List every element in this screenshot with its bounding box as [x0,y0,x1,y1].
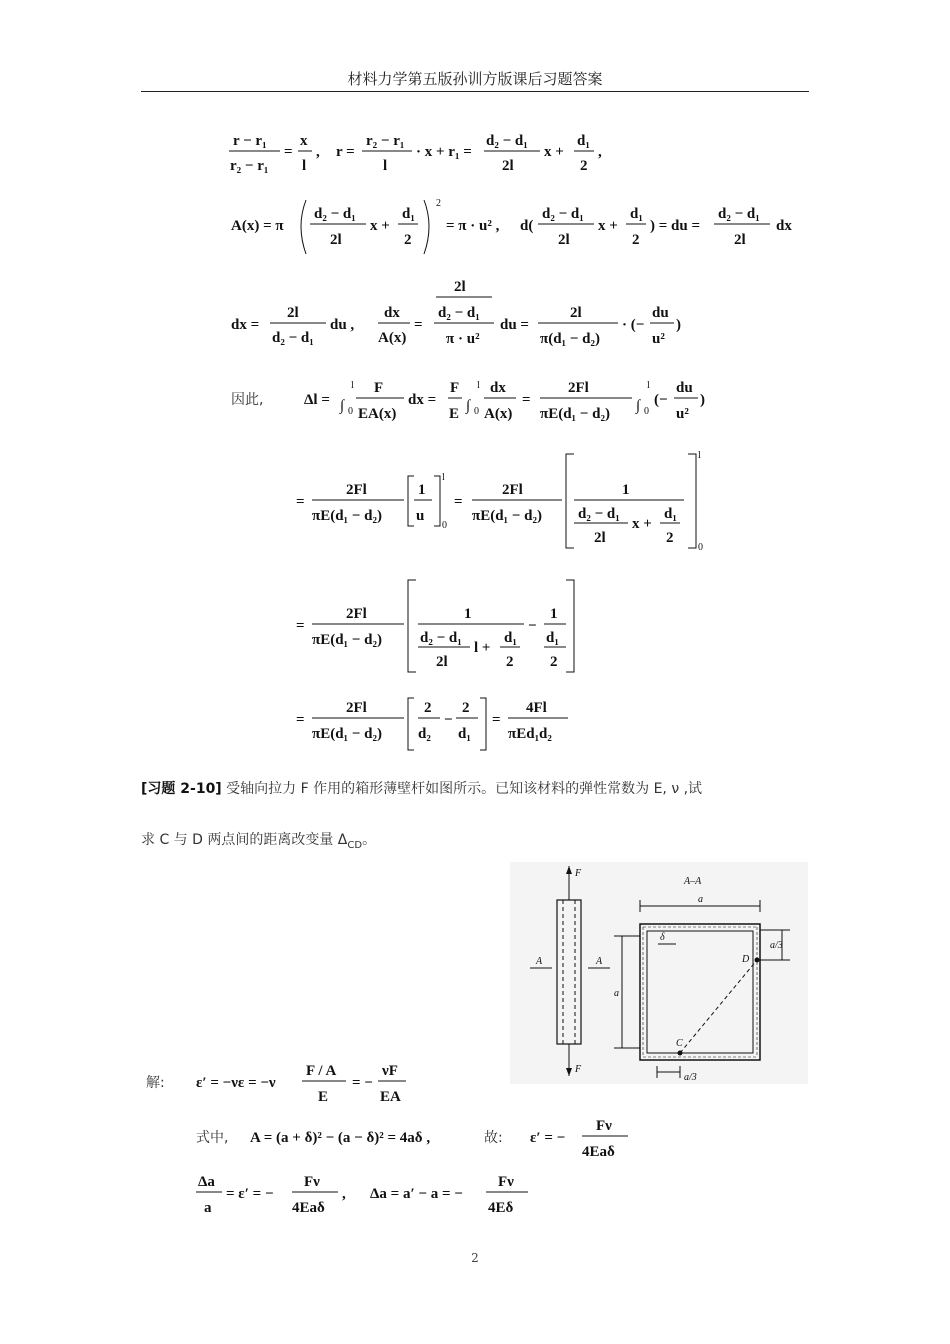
svg-text:=: = [296,494,305,510]
svg-text:=: = [414,317,423,333]
point-d [755,958,760,963]
svg-text:2: 2 [436,198,441,209]
svg-text:F / A: F / A [306,1063,337,1079]
problem-tag: [习题 2-10] [141,781,222,797]
force-label-top: F [575,868,582,879]
svg-text:πE(d₁ − d₂): πE(d₁ − d₂) [312,726,382,742]
svg-text:∫: ∫ [636,398,641,414]
svg-text:dx: dx [776,218,792,234]
svg-text:=: = [454,494,463,510]
svg-text:E: E [449,406,460,422]
thickness-label: δ [660,932,665,943]
svg-text:2Fl: 2Fl [346,606,367,622]
svg-text:l: l [442,472,445,483]
svg-text:d₁: d₁ [458,726,471,742]
svg-text:2Fl: 2Fl [502,482,523,498]
equation-row-1 [229,133,602,174]
svg-text:1: 1 [418,482,426,498]
svg-text:Δa = a′ − a = −: Δa = a′ − a = − [370,1186,463,1202]
problem-text-end: 。 [362,832,377,848]
label-d: D [742,954,750,965]
svg-text:· x + r₁ =: · x + r₁ = [416,144,472,160]
svg-text:=: = [296,712,305,728]
svg-text:4Eaδ: 4Eaδ [292,1200,325,1216]
problem-figure [510,862,808,1084]
problem-text-1: 受轴向拉力 F 作用的箱形薄壁杆如图所示。已知该材料的弹性常数为 E, ν ,试 [226,781,703,797]
svg-text:πE(d₁ − d₂): πE(d₁ − d₂) [312,632,382,648]
svg-text:πEd₁d₂: πEd₁d₂ [508,726,552,742]
svg-text:d₂ − d₁: d₂ − d₁ [272,330,314,346]
svg-text:= ε′ = −: = ε′ = − [226,1186,274,1202]
svg-text:d₂ − d₁: d₂ − d₁ [486,133,528,149]
svg-text:1: 1 [550,606,558,622]
svg-text:π(d₁ − d₂): π(d₁ − d₂) [540,331,600,347]
svg-text:Fν: Fν [304,1174,320,1190]
svg-text:x +: x + [544,144,564,160]
width-label: a [698,894,703,905]
svg-text:A = (a + δ)² − (a − δ)² = 4aδ: A = (a + δ)² − (a − δ)² = 4aδ , [250,1130,431,1146]
svg-text:1: 1 [464,606,472,622]
equation-row-6 [296,580,574,672]
svg-text:2: 2 [666,530,674,546]
svg-text:= π · u² ,: = π · u² , [446,218,500,234]
svg-text:F: F [450,380,460,396]
offset-label-right: a/3 [770,940,783,951]
svg-text:A(x): A(x) [378,330,407,346]
problem-subscript: CD [347,839,363,851]
svg-text:Fν: Fν [498,1174,514,1190]
equation-row-4 [231,380,705,422]
svg-text:) = du =: ) = du = [650,218,701,234]
svg-text:2l: 2l [454,279,466,295]
section-mark-right: A [596,956,603,967]
svg-text:2: 2 [404,232,412,248]
svg-text:d₂ − d₁: d₂ − d₁ [542,206,584,222]
svg-text:a: a [204,1200,212,1216]
svg-text:,: , [342,1186,346,1202]
page-header: 材料力学第五版孙训方版课后习题答案 [347,70,603,88]
svg-text:r − r₁: r − r₁ [233,133,267,149]
svg-text:x +: x + [598,218,618,234]
svg-text:): ) [700,392,705,408]
svg-text:A(x) = π: A(x) = π [231,218,284,234]
svg-text:2l: 2l [436,654,448,670]
svg-text:EA: EA [380,1089,401,1105]
svg-text:EA(x): EA(x) [358,406,397,422]
section-title: A–A [684,876,702,887]
label-c: C [676,1038,683,1049]
force-label-bottom: F [575,1064,582,1075]
svg-text:= −: = − [352,1075,373,1091]
svg-text:1: 1 [622,482,630,498]
svg-text:x +: x + [632,516,652,532]
svg-text:d₁: d₁ [402,206,415,222]
svg-text:d₁: d₁ [546,630,559,646]
equation-row-3 [231,279,681,347]
solution-label: 解: [146,1075,165,1091]
svg-text:νF: νF [382,1063,398,1079]
svg-text:0: 0 [698,542,703,553]
solution-eq-3 [196,1174,528,1216]
equation-row-5 [296,450,703,553]
svg-text:E: E [318,1089,329,1105]
svg-text:−: − [444,712,453,728]
svg-text:4Eδ: 4Eδ [488,1200,514,1216]
svg-text:=: = [284,144,293,160]
svg-text:d₂ − d₁: d₂ − d₁ [420,630,462,646]
svg-text:2: 2 [506,654,514,670]
svg-text:u²: u² [676,406,689,422]
svg-text:d₂ − d₁: d₂ − d₁ [438,305,480,321]
therefore-label: 因此, [231,392,264,408]
hence-label: 故: [484,1130,503,1146]
solution-eq-2 [196,1118,628,1160]
svg-text:∫: ∫ [340,398,345,414]
svg-text:πE(d₁ − d₂): πE(d₁ − d₂) [312,508,382,524]
svg-text:dx =: dx = [408,392,437,408]
svg-text:): ) [676,317,681,333]
svg-text:(−: (− [654,392,668,408]
svg-text:l: l [351,380,354,391]
svg-text:2: 2 [632,232,640,248]
svg-text:l +: l + [474,640,491,656]
figure-background [510,862,808,1084]
problem-text-2: 求 C 与 D 两点间的距离改变量 Δ [141,832,348,848]
page-number: 2 [471,1251,479,1265]
problem-statement-line1 [141,778,811,798]
svg-text:l: l [477,380,480,391]
svg-text:Δl =: Δl = [304,392,330,408]
svg-text:F: F [374,380,384,396]
svg-text:du: du [652,305,669,321]
svg-text:2l: 2l [330,232,342,248]
svg-text:=: = [492,712,501,728]
svg-text:2l: 2l [734,232,746,248]
svg-text:2l: 2l [502,158,514,174]
svg-text:2l: 2l [558,232,570,248]
svg-text:ε′ = −: ε′ = − [530,1130,566,1146]
svg-text:,: , [316,144,320,160]
svg-text:2: 2 [424,700,432,716]
svg-text:ε′ = −νε = −ν: ε′ = −νε = −ν [196,1075,276,1091]
svg-text:r₂ − r₁: r₂ − r₁ [230,158,269,174]
offset-label-bottom: a/3 [684,1072,697,1083]
svg-text:∫: ∫ [466,398,471,414]
equation-row-7 [296,698,568,750]
svg-text:l: l [647,380,650,391]
svg-text:πE(d₁ − d₂): πE(d₁ − d₂) [540,406,610,422]
svg-text:Fν: Fν [596,1118,612,1134]
svg-text:4Eaδ: 4Eaδ [582,1144,615,1160]
svg-text:π · u²: π · u² [446,331,480,347]
point-c [678,1051,683,1056]
svg-text:=: = [522,392,531,408]
svg-text:Δa: Δa [198,1174,215,1190]
svg-text:du ,: du , [330,317,355,333]
svg-text:du: du [676,380,693,396]
svg-text:−: − [528,618,537,634]
svg-text:0: 0 [348,406,353,417]
svg-text:2l: 2l [570,305,582,321]
svg-text:A(x): A(x) [484,406,513,422]
svg-text:πE(d₁ − d₂): πE(d₁ − d₂) [472,508,542,524]
svg-text:d(: d( [520,218,534,234]
svg-text:x +: x + [370,218,390,234]
svg-text:0: 0 [442,520,447,531]
equation-row-2 [231,198,792,254]
svg-text:d₁: d₁ [577,133,590,149]
svg-text:2l: 2l [594,530,606,546]
svg-text:u: u [416,508,425,524]
svg-text:2Fl: 2Fl [568,380,589,396]
svg-text:dx: dx [490,380,506,396]
svg-text:2Fl: 2Fl [346,482,367,498]
svg-text:d₁: d₁ [630,206,643,222]
svg-text:2Fl: 2Fl [346,700,367,716]
svg-text:2l: 2l [287,305,299,321]
svg-text:l: l [383,158,388,174]
section-mark-left: A [536,956,543,967]
svg-text:2: 2 [462,700,470,716]
svg-text:u²: u² [652,331,665,347]
svg-text:4Fl: 4Fl [526,700,547,716]
svg-text:d₁: d₁ [504,630,517,646]
svg-text:d₂ − d₁: d₂ − d₁ [578,506,620,522]
svg-text:d₁: d₁ [664,506,677,522]
svg-text:l: l [698,450,701,461]
svg-text:d₂ − d₁: d₂ − d₁ [314,206,356,222]
svg-text:dx =: dx = [231,317,260,333]
svg-text:x: x [300,133,308,149]
svg-text:d₂ − d₁: d₂ − d₁ [718,206,760,222]
svg-text:dx: dx [384,305,400,321]
height-label: a [614,988,619,999]
svg-text:0: 0 [644,406,649,417]
svg-text:· (−: · (− [622,317,645,333]
svg-text:r₂ − r₁: r₂ − r₁ [366,133,405,149]
svg-text:r =: r = [336,144,355,160]
problem-statement-line2 [141,829,376,851]
svg-text:du =: du = [500,317,529,333]
svg-text:=: = [296,618,305,634]
svg-text:d₂: d₂ [418,726,431,742]
svg-text:2: 2 [550,654,558,670]
svg-text:l: l [302,158,307,174]
svg-text:2: 2 [580,158,588,174]
where-label: 式中, [196,1130,229,1146]
svg-text:0: 0 [474,406,479,417]
solution-eq-1 [146,1063,406,1105]
svg-text:,: , [598,144,602,160]
